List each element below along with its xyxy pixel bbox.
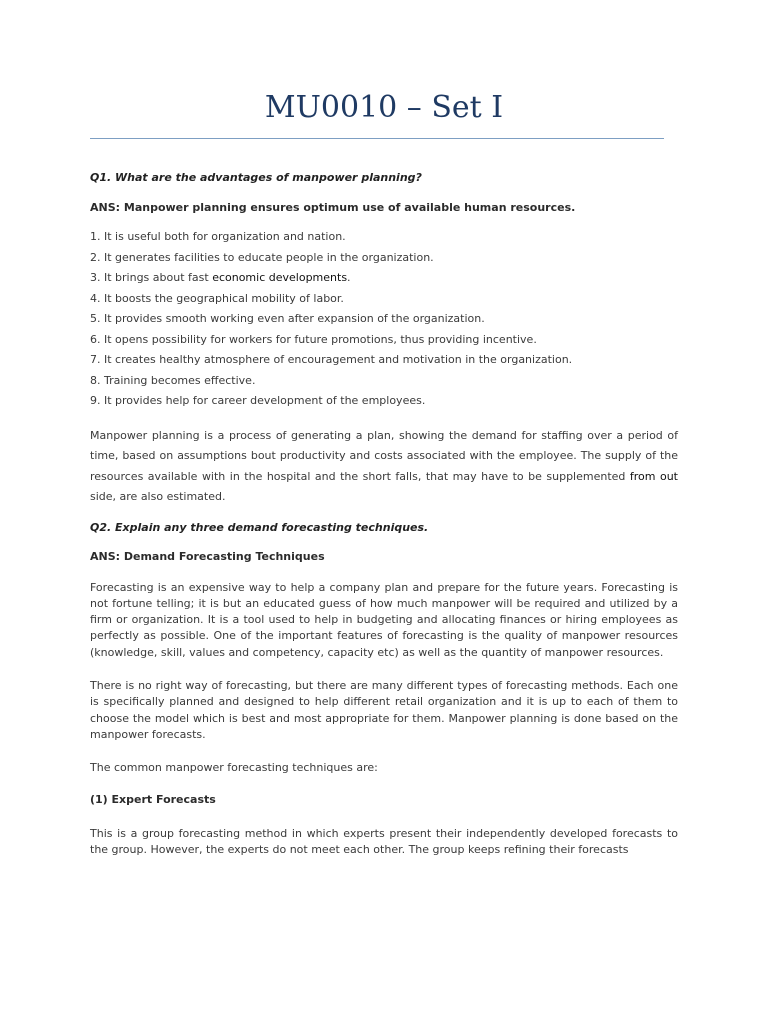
answer-2-heading: ANS: Demand Forecasting Techniques: [90, 550, 325, 563]
techniques-intro: The common manpower forecasting techniques are:: [90, 761, 378, 775]
document-title: MU0010 – Set I: [264, 90, 504, 125]
manpower-planning-paragraph: Manpower planning is a process of generating a plan, showing the demand for staffing over a period of time, based on assumptions bout productivity and costs associated with the employee. The supply of the resources available with in the hospital and the short falls, that may have to be supplemented from out side, are also estimated.: [90, 428, 678, 503]
list-item: 7. It creates healthy atmosphere of encouragement and motivation in the organization.: [90, 353, 573, 366]
list-item: 1. It is useful both for organization and nation.: [90, 230, 346, 243]
title-divider: [90, 138, 664, 139]
document-body: [90, 168, 678, 858]
question-1: Q1. What are the advantages of manpower planning?: [90, 171, 422, 184]
list-item: 4. It boosts the geographical mobility of labor.: [90, 291, 344, 305]
forecasting-paragraph: Forecasting is an expensive way to help a company plan and prepare for the future years. Forecasting is not fortune telling; it is but an educated guess of how much manpower will be required and utilized by a firm or organization. It is a tool used to help in budgeting and allocating finances or hiring employees as perfectly as possible. One of the important features of forecasting is the quality of manpower resources (knowledge, skill, values and competency, capacity etc) as well as the quantity of manpower resources.: [90, 580, 678, 659]
expert-forecasts-paragraph: This is a group forecasting method in which experts present their independently developed forecasts to the group. However, the experts do not meet each other. The group keeps refining their forecasts: [90, 826, 678, 857]
list-item: 2. It generates facilities to educate people in the organization.: [90, 250, 434, 264]
forecasting-types-paragraph: There is no right way of forecasting, but there are many different types of forecasting methods. Each one is specifically planned and designed to help different retail organization and it is up to each of them to choose the model which is best and most appropriate for them. Manpower planning is done based on the manpower forecasts.: [90, 678, 678, 741]
list-item: 9. It provides help for career development of the employees.: [90, 394, 426, 407]
expert-forecasts-heading: (1) Expert Forecasts: [90, 793, 216, 807]
list-item: 8. Training becomes effective.: [90, 373, 256, 387]
advantages-list: [90, 227, 678, 412]
answer-1-heading: ANS: Manpower planning ensures optimum use of available human resources.: [90, 200, 576, 214]
list-item: 3. It brings about fast economic developments.: [90, 271, 351, 284]
list-item: 6. It opens possibility for workers for future promotions, thus providing incentive.: [90, 332, 537, 346]
list-item: 5. It provides smooth working even after expansion of the organization.: [90, 312, 485, 325]
question-2: Q2. Explain any three demand forecasting techniques.: [90, 520, 429, 534]
